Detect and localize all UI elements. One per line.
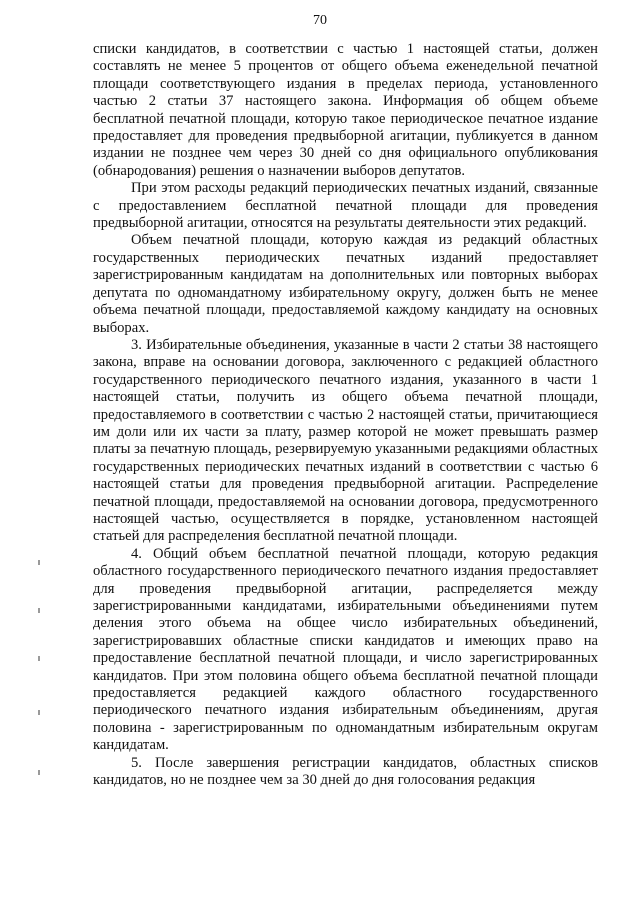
document-body — [93, 41, 598, 789]
paragraph-part-4: 4. Общий объем бесплатной печатной площади, которую редакция областного государственного периодического печатного издания предоставляет для проведения предвыборной агитации, распределяется между зарегистрированными кандидатами, избирательными объединениями путем деления этого объема на общее число избирательных объединений, зарегистрировавших областные списки кандидатов и имеющих право на предоставление бесплатной печатной площади, и число зарегистрированных кандидатов. При этом половина общего объема бесплатной печатной площади предоставляется редакцией каждого областного государственного периодического печатного издания избирательным объединениям, другая половина - зарегистрированным по одномандатным избирательным округам кандидатам. — [93, 545, 598, 754]
scan-margin-marks — [38, 560, 40, 790]
paragraph-part-3: 3. Избирательные объединения, указанные в части 2 статьи 38 настоящего закона, вправе на основании договора, заключенного с редакцией областного государственного периодического печатного издания, указанного в части 1 настоящей статьи, получить из общего объема печатной площади, предоставляемого в соответствии с частью 2 настоящей статьи, причитающиеся им доли или их части за плату, размер которой не может превышать размер платы за печатную площадь, резервируемую указанными редакциями областных государственных периодических печатных изданий в соответствии с частью 6 настоящей статьи для проведения предвыборной агитации. Распределение печатной площади, предоставляемой на основании договора, предусмотренного настоящей частью, осуществляется в порядке, установленном настоящей статьей для распределения бесплатной печатной площади. — [93, 336, 598, 545]
scan-mark — [38, 560, 40, 565]
paragraph-continuation: списки кандидатов, в соответствии с частью 1 настоящей статьи, должен составлять не менее 5 процентов от общего объема еженедельной печатной площади соответствующего издания в пределах периода, установленного частью 2 статьи 37 настоящего закона. Информация об общем объеме бесплатной печатной площади, которую такое периодическое печатное издание предоставляет для проведения предвыборной агитации, публикуется в данном издании не позднее чем через 30 дней со дня официального опубликования (обнародования) решения о назначении выборов депутатов. — [93, 41, 598, 179]
page-number: 70 — [313, 13, 327, 28]
paragraph-volume: Объем печатной площади, которую каждая из редакций областных государственных периодических печатных изданий предоставляет зарегистрированным кандидатам на дополнительных или повторных выборах депутата по одномандатному избирательному округу, должен быть не менее объема печатной площади, предоставляемой каждому кандидату на основных выборах. — [93, 232, 598, 336]
paragraph-part-5: 5. После завершения регистрации кандидатов, областных списков кандидатов, но не позднее чем за 30 дней до дня голосования редакция — [93, 754, 598, 789]
scan-mark — [38, 608, 40, 613]
paragraph-expenses: При этом расходы редакций периодических печатных изданий, связанные с предоставлением бесплатной печатной площади для проведения предвыборной агитации, относятся на результаты деятельности этих редакций. — [93, 180, 598, 232]
scan-mark — [38, 710, 40, 715]
scan-mark — [38, 656, 40, 661]
scan-mark — [38, 770, 40, 775]
